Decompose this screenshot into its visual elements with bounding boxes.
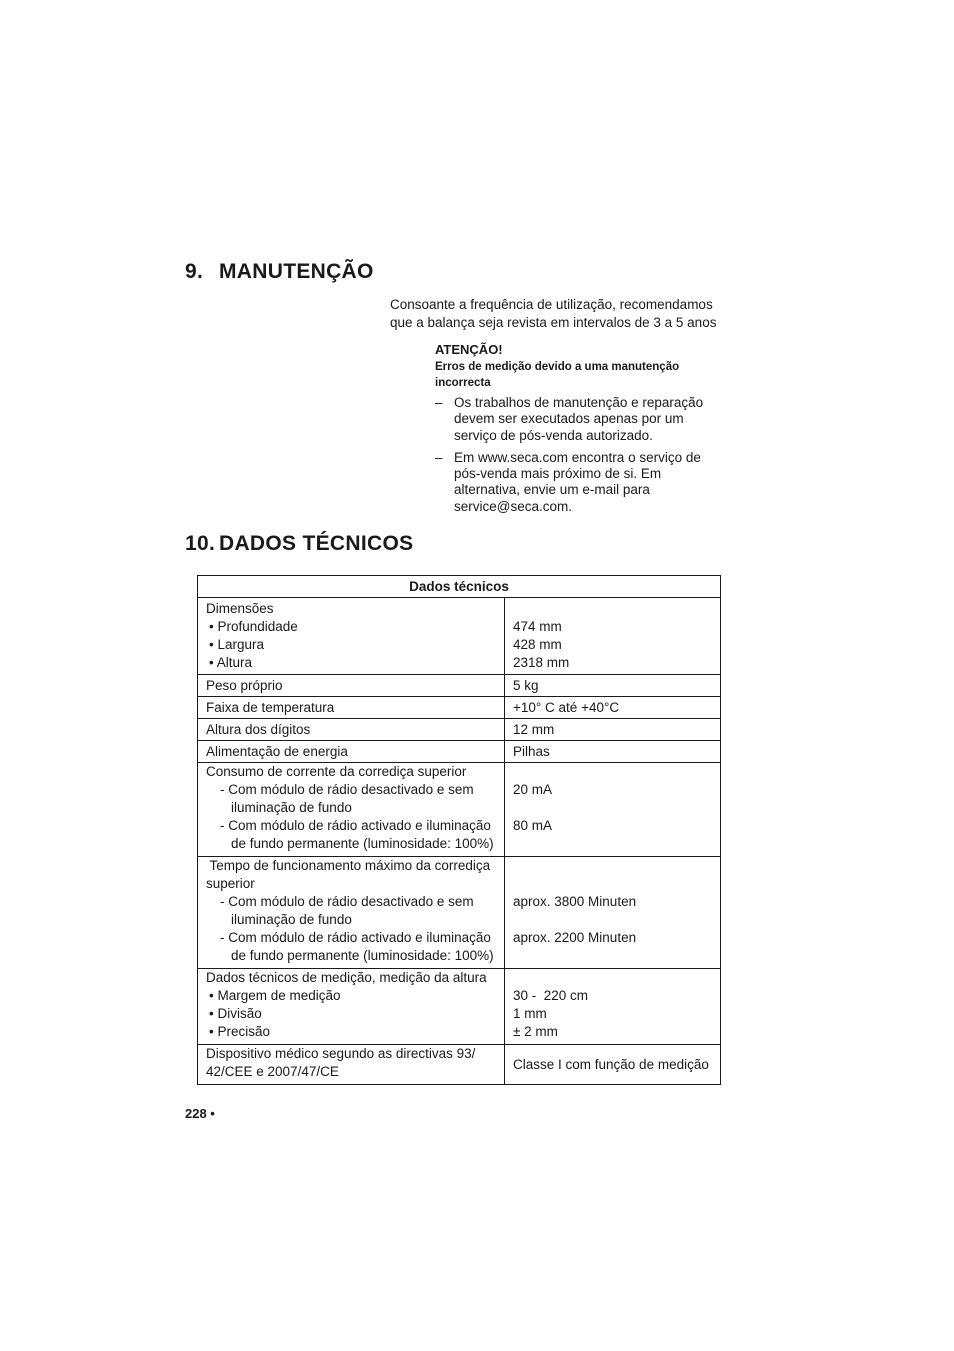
warning-item-line: devem ser executados apenas por um xyxy=(454,411,684,427)
spacer xyxy=(513,875,720,893)
spacer xyxy=(513,911,720,929)
row-value-cell: 12 mm xyxy=(505,719,721,741)
table-row xyxy=(198,1045,721,1085)
warning-item-line: alternativa, envie um e-mail para xyxy=(454,482,650,498)
cell-line: de fundo permanente (luminosidade: 100%) xyxy=(231,836,494,851)
warning-item xyxy=(435,450,725,515)
cell-line: Dados técnicos de medição, medição da altura xyxy=(206,970,487,985)
section-10-number: 10. xyxy=(185,532,216,555)
warning-subtitle-line-1: Erros de medição devido a uma manutenção xyxy=(435,361,680,373)
row-value-cell: Classe I com função de medição xyxy=(505,1045,721,1085)
row-label-cell: Faixa de temperatura xyxy=(198,697,505,719)
table-row xyxy=(198,741,721,763)
table-row xyxy=(198,719,721,741)
cell-line: 30 - 220 cm xyxy=(513,988,589,1003)
cell-line: • Precisão xyxy=(209,1024,271,1039)
spacer xyxy=(513,763,720,781)
spacer xyxy=(513,969,720,987)
row-value-cell: +10° C até +40°C xyxy=(505,697,721,719)
warning-item-line: pós-venda mais próximo de si. Em xyxy=(454,466,662,482)
warning-list xyxy=(435,395,725,515)
cell-line: iluminação de fundo xyxy=(231,800,352,815)
row-label-cell: Altura dos dígitos xyxy=(198,719,505,741)
intro-line-1: Consoante a frequência de utilização, recomendamos xyxy=(390,297,713,312)
section-9-heading xyxy=(185,260,374,284)
warning-item-line: service@seca.com. xyxy=(454,498,572,514)
spacer xyxy=(513,600,720,618)
technical-data-table xyxy=(197,575,721,1085)
cell-line: - Com módulo de rádio desactivado e sem xyxy=(220,894,474,909)
cell-line: • Divisão xyxy=(209,1006,262,1021)
cell-line: 1 mm xyxy=(513,1006,547,1021)
table-header: Dados técnicos xyxy=(198,576,721,598)
cell-line: iluminação de fundo xyxy=(231,912,352,927)
cell-line: superior xyxy=(206,876,255,891)
cell-line: 42/CEE e 2007/47/CE xyxy=(206,1064,339,1079)
cell-line: Dimensões xyxy=(206,601,274,616)
dash-bullet: – xyxy=(435,449,443,465)
cell-line: - Com módulo de rádio desactivado e sem xyxy=(220,782,474,797)
row-label-cell: Peso próprio xyxy=(198,675,505,697)
row-value-cell xyxy=(505,598,721,675)
row-label-cell xyxy=(198,969,505,1045)
section-10-heading xyxy=(185,532,413,556)
cell-line: • Largura xyxy=(209,637,265,652)
cell-line: Tempo de funcionamento máximo da corrediça xyxy=(206,858,491,873)
cell-line: de fundo permanente (luminosidade: 100%) xyxy=(231,948,494,963)
cell-line: 80 mA xyxy=(513,818,553,833)
spacer xyxy=(513,857,720,875)
cell-line: 20 mA xyxy=(513,782,553,797)
cell-line: Dispositivo médico segundo as directivas 93/ xyxy=(206,1046,476,1061)
cell-line: ± 2 mm xyxy=(513,1024,558,1039)
row-value-cell xyxy=(505,763,721,857)
table-row xyxy=(198,697,721,719)
dash-bullet: – xyxy=(435,395,443,410)
row-value-cell xyxy=(505,969,721,1045)
row-label-cell xyxy=(198,1045,505,1085)
cell-line: - Com módulo de rádio activado e iluminação xyxy=(220,930,491,945)
table-row xyxy=(198,598,721,675)
table-row xyxy=(198,969,721,1045)
table-row xyxy=(198,763,721,857)
warning-item-line: serviço de pós-venda autorizado. xyxy=(454,427,653,443)
spacer xyxy=(513,799,720,817)
section-10-title: DADOS TÉCNICOS xyxy=(219,532,414,555)
warning-item xyxy=(435,395,725,444)
warning-item-line: Os trabalhos de manutenção e reparação xyxy=(454,395,704,410)
cell-line: 2318 mm xyxy=(513,655,570,670)
intro-line-2: que a balança seja revista em intervalos de 3 a 5 anos xyxy=(390,315,717,330)
warning-subtitle xyxy=(435,359,725,391)
warning-box xyxy=(435,341,725,521)
warning-subtitle-line-2: incorrecta xyxy=(435,377,491,389)
section-9-number: 9. xyxy=(185,260,204,283)
cell-line: 474 mm xyxy=(513,619,562,634)
cell-line: aprox. 3800 Minuten xyxy=(513,894,637,909)
row-value-cell: 5 kg xyxy=(505,675,721,697)
row-label-cell xyxy=(198,763,505,857)
cell-line: aprox. 2200 Minuten xyxy=(513,930,637,945)
page-number: 228 • xyxy=(185,1106,215,1121)
row-label-cell xyxy=(198,857,505,969)
cell-line: - Com módulo de rádio activado e iluminação xyxy=(220,818,491,833)
table-header-row xyxy=(198,576,721,598)
table-row xyxy=(198,857,721,969)
warning-title: ATENÇÃO! xyxy=(435,342,503,357)
warning-item-line: Em www.seca.com encontra o serviço de xyxy=(454,449,701,465)
maintenance-intro xyxy=(390,296,735,332)
table-row xyxy=(198,675,721,697)
cell-line: • Margem de medição xyxy=(209,988,341,1003)
cell-line: Consumo de corrente da corrediça superior xyxy=(206,764,467,779)
row-label-cell: Alimentação de energia xyxy=(198,741,505,763)
section-9-title: MANUTENÇÃO xyxy=(219,260,374,283)
row-value-cell xyxy=(505,857,721,969)
row-value-cell: Pilhas xyxy=(505,741,721,763)
cell-line: 428 mm xyxy=(513,637,562,652)
row-label-cell xyxy=(198,598,505,675)
cell-line: • Profundidade xyxy=(209,619,298,634)
cell-line: • Altura xyxy=(209,655,252,670)
